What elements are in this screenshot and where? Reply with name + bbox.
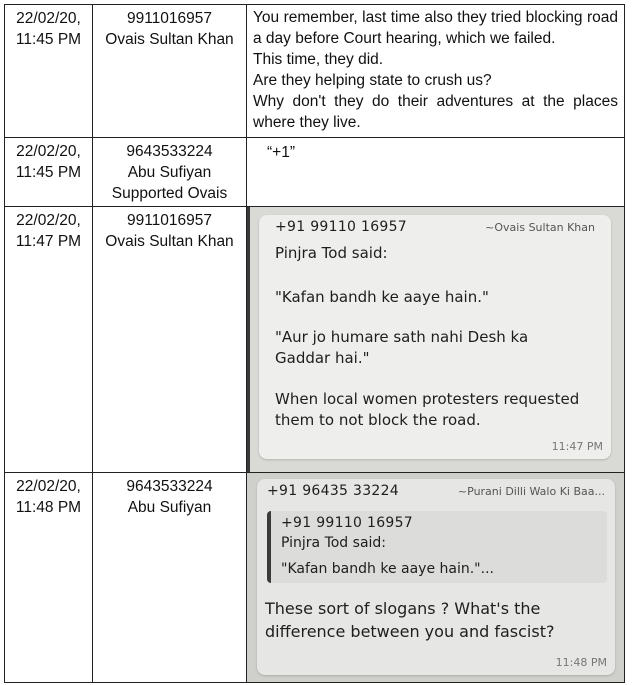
sender-number: +91 96435 33224 [267, 483, 400, 499]
date-text: 22/02/20, [16, 478, 81, 495]
sender-cell [93, 138, 247, 207]
name-text: Abu Sufiyan [127, 164, 212, 181]
bubble-header [267, 483, 605, 499]
table-row [5, 5, 625, 138]
phone-text: 9643533224 [126, 143, 213, 160]
message-line: You remember, last time also they tried blocking road a day before Court hearing, which we failed. [253, 9, 618, 47]
time-text: 11:45 PM [15, 31, 82, 48]
message-cell [247, 5, 625, 138]
phone-text: 9643533224 [126, 478, 213, 495]
time-text: 11:47 PM [15, 233, 82, 250]
name-text: Ovais Sultan Khan [105, 31, 234, 48]
time-text: 11:45 PM [15, 164, 82, 181]
message-line: “+1” [267, 144, 295, 161]
date-text: 22/02/20, [16, 212, 81, 229]
sender-number: +91 99110 16957 [275, 219, 408, 235]
sender-alias: ~Ovais Sultan Khan [485, 221, 595, 234]
table-row [5, 207, 625, 473]
bubble-line: "Aur jo humare sath nahi Desh ka Gaddar hai." [275, 328, 529, 367]
message-line: Why don't they do their adventures at the places where they live. [253, 93, 618, 131]
name-text: Ovais Sultan Khan [105, 233, 234, 250]
message-line: Are they helping state to crush us? [253, 72, 492, 89]
datetime-cell [5, 207, 93, 473]
sender-cell [93, 5, 247, 138]
datetime-cell [5, 5, 93, 138]
message-line: This time, they did. [253, 51, 384, 68]
table-row [5, 138, 625, 207]
screenshot-cell [247, 207, 625, 473]
bubble-line: Pinjra Tod said: [275, 244, 388, 262]
screenshot-cell [247, 473, 625, 683]
phone-text: 9911016957 [126, 10, 213, 27]
bubble-line: These sort of slogans ? What's the difference between you and fascist? [265, 599, 555, 641]
chat-log-table [4, 4, 625, 683]
sender-cell [93, 207, 247, 473]
name-text: Abu Sufiyan [127, 499, 212, 516]
message-cell [247, 138, 625, 207]
note-text: Supported Ovais [111, 185, 228, 202]
bubble-header [275, 219, 595, 235]
message-timestamp: 11:48 PM [555, 656, 607, 669]
reply-number: +91 99110 16957 [281, 515, 414, 531]
date-text: 22/02/20, [16, 10, 81, 27]
chat-bubble [259, 215, 611, 459]
table-row [5, 473, 625, 683]
date-text: 22/02/20, [16, 143, 81, 160]
sender-cell [93, 473, 247, 683]
time-text: 11:48 PM [15, 499, 82, 516]
sender-alias: ~Purani Dilli Walo Ki Baa... [457, 485, 605, 498]
quoted-reply [267, 511, 607, 583]
reply-line: "Kafan bandh ke aaye hain."... [281, 561, 494, 577]
bubble-line: "Kafan bandh ke aaye hain." [275, 288, 489, 306]
screenshot-edge [247, 207, 250, 472]
message-timestamp: 11:47 PM [551, 440, 603, 453]
chat-bubble [257, 479, 615, 675]
bubble-line: When local women protesters requested them to not block the road. [275, 390, 580, 429]
datetime-cell [5, 473, 93, 683]
datetime-cell [5, 138, 93, 207]
phone-text: 9911016957 [126, 212, 213, 229]
reply-line: Pinjra Tod said: [281, 535, 387, 551]
